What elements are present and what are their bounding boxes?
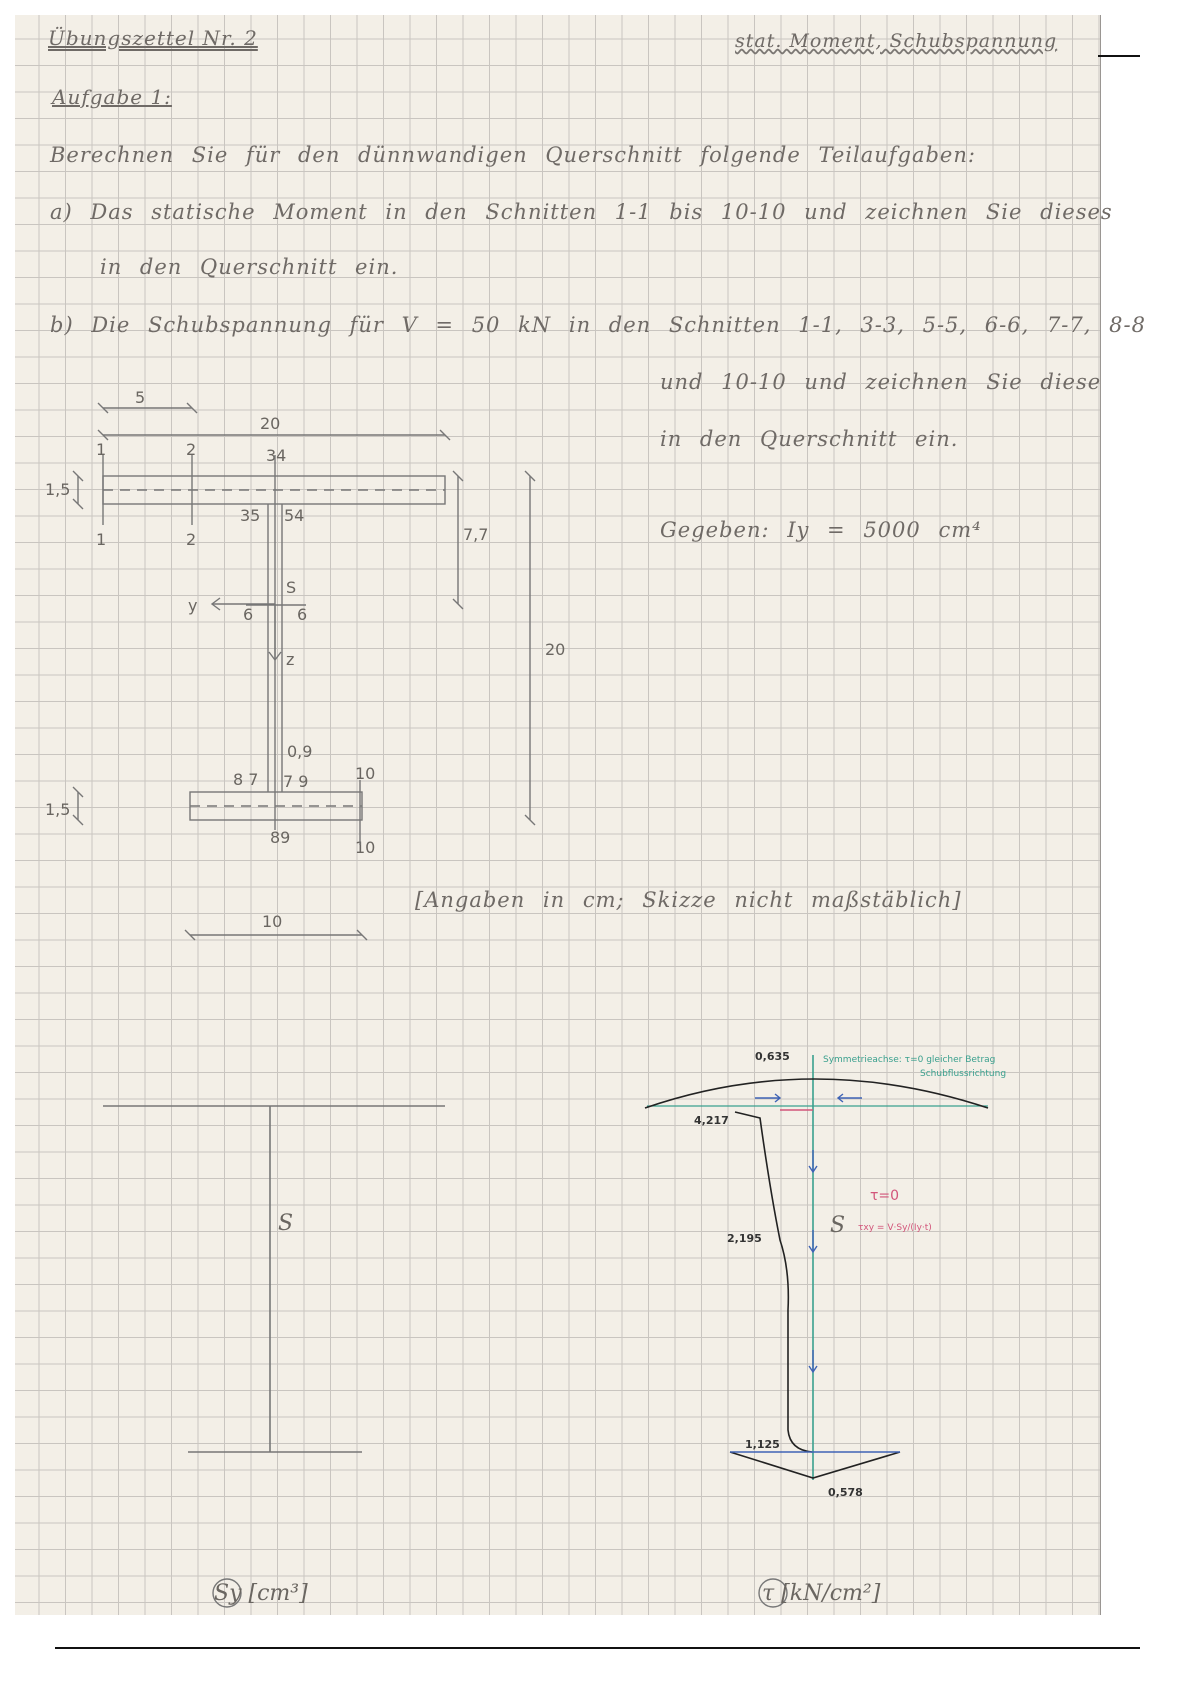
dim-ticks bbox=[73, 403, 535, 940]
section-79: 7 9 bbox=[283, 772, 309, 791]
task-b-line2: und 10-10 und zeichnen Sie diese bbox=[660, 370, 1102, 394]
tau-bottom-curve bbox=[730, 1452, 900, 1478]
tau-val-web: 2,195 bbox=[727, 1232, 762, 1245]
section-1-bottom: 1 bbox=[96, 530, 107, 549]
tau-val-bottom: 0,578 bbox=[828, 1486, 863, 1499]
section-2-bottom: 2 bbox=[186, 530, 197, 549]
section-6-left: 6 bbox=[243, 605, 254, 624]
tau-val-flange: 4,217 bbox=[694, 1114, 729, 1127]
centroid-label: S bbox=[286, 578, 297, 597]
section-87: 8 7 bbox=[233, 770, 259, 789]
given-iy: Gegeben: Iy = 5000 cm⁴ bbox=[660, 518, 982, 542]
dim-10: 10 bbox=[262, 912, 283, 931]
tau-centroid: S bbox=[830, 1213, 846, 1238]
sy-diagram bbox=[103, 1106, 445, 1452]
section-54: 54 bbox=[284, 506, 305, 525]
dim-09: 0,9 bbox=[287, 742, 313, 761]
section-2-top: 2 bbox=[186, 440, 197, 459]
tau-green-note-2: Schubflussrichtung bbox=[920, 1069, 1007, 1079]
task-heading: Aufgabe 1: bbox=[52, 85, 172, 109]
section-89: 89 bbox=[270, 828, 291, 847]
section-35: 35 bbox=[240, 506, 261, 525]
tau-flow-arrows bbox=[755, 1094, 862, 1372]
tau-val-top: 0,635 bbox=[755, 1050, 790, 1063]
sheet-title: Übungszettel Nr. 2 bbox=[48, 26, 258, 50]
task-intro: Berechnen Sie für den dünnwandigen Querschnitt folgende Teilaufgaben: bbox=[50, 143, 976, 167]
dim-77: 7,7 bbox=[463, 525, 489, 544]
section-10-bottom: 10 bbox=[355, 838, 376, 857]
axis-z-label: z bbox=[286, 650, 295, 669]
dim-5: 5 bbox=[135, 388, 146, 407]
task-a-line2: in den Querschnitt ein. bbox=[100, 255, 399, 279]
sheet-topic: stat. Moment, Schubspannung bbox=[735, 30, 1058, 52]
dim-20-height: 20 bbox=[545, 640, 566, 659]
axis-y-label: y bbox=[188, 596, 198, 615]
tau-green-note-1: Symmetrieachse: τ=0 gleicher Betrag bbox=[823, 1055, 996, 1065]
sy-centroid: S bbox=[278, 1211, 294, 1236]
cross-section-sketch bbox=[73, 403, 535, 940]
tau-pink-formula: τxy = V·Sy/(Iy·t) bbox=[858, 1223, 932, 1233]
tau-web-curve bbox=[735, 1112, 812, 1452]
section-10-top: 10 bbox=[355, 764, 376, 783]
dim-15-bottom: 1,5 bbox=[45, 800, 71, 819]
sy-unit-label: Sy [cm³] bbox=[214, 1581, 308, 1606]
dim-20-width: 20 bbox=[260, 414, 281, 433]
task-b-line3: in den Querschnitt ein. bbox=[660, 427, 959, 451]
task-b-line1: b) Die Schubspannung für V = 50 kN in den Schnitten 1-1, 3-3, 5-5, 6-6, 7-7, 8-8 bbox=[50, 313, 1146, 337]
dim-15-top: 1,5 bbox=[45, 480, 71, 499]
tau-val-bottom-web: 1,125 bbox=[745, 1438, 780, 1451]
tau-zero-label: τ=0 bbox=[870, 1188, 900, 1204]
tau-flange-curve bbox=[645, 1079, 988, 1108]
section-34: 34 bbox=[266, 446, 287, 465]
section-1-top: 1 bbox=[96, 440, 107, 459]
scale-note: [Angaben in cm; Skizze nicht maßstäblich] bbox=[415, 888, 962, 912]
section-6-right: 6 bbox=[297, 605, 308, 624]
task-a-line1: a) Das statische Moment in den Schnitten 1-1 bis 10-10 und zeichnen Sie dieses bbox=[50, 200, 1113, 224]
tau-unit-label: τ [kN/cm²] bbox=[762, 1581, 881, 1606]
